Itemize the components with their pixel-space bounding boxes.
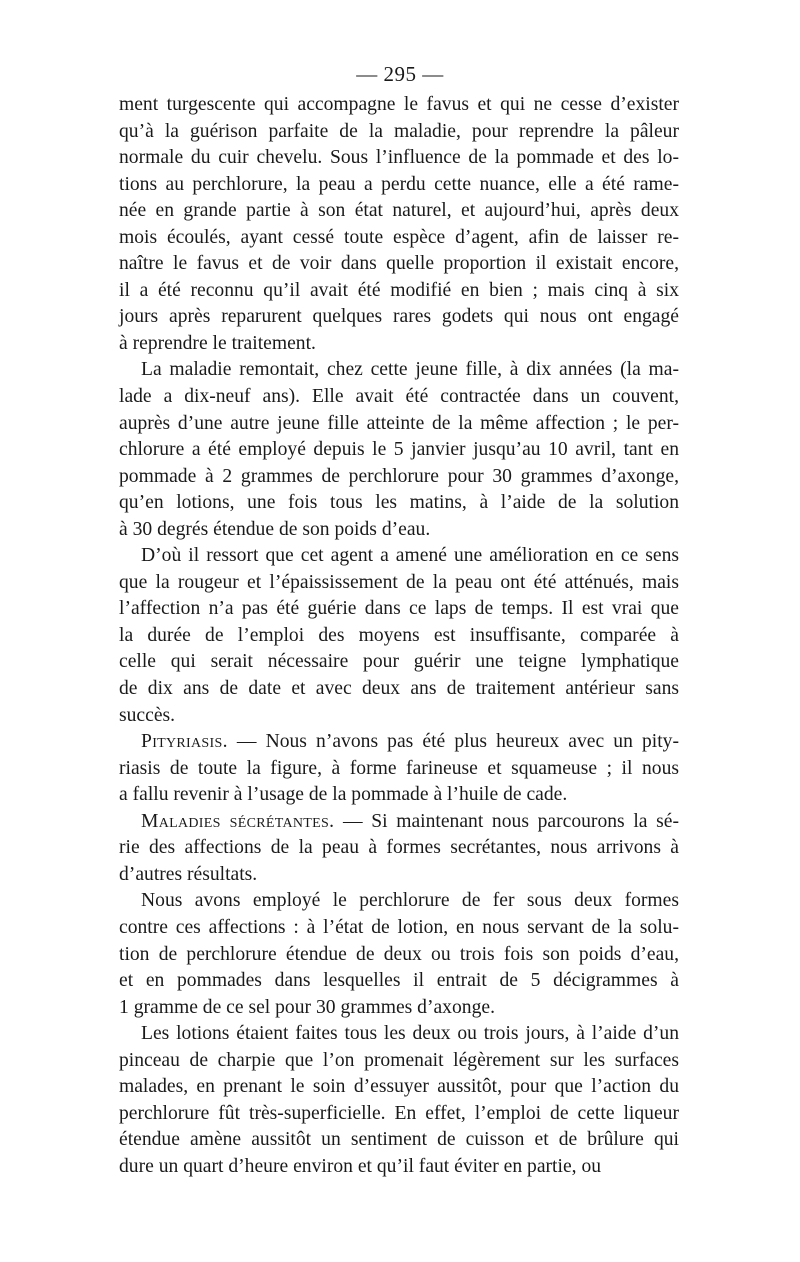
text-line: celle qui serait nécessaire pour guérir une teigne lymphatique bbox=[119, 651, 679, 673]
text-line: il a été reconnu qu’il avait été modifié en bien ; mais cinq à six bbox=[119, 279, 679, 301]
text-line: rie des affections de la peau à formes secrétantes, nous arrivons à bbox=[119, 837, 679, 859]
text-line: lade a dix-neuf ans). Elle avait été contractée dans un couvent, bbox=[119, 386, 679, 408]
heading-continuation: — Nous n’avons pas été plus heureux avec un pity- bbox=[227, 731, 679, 753]
text-line: pinceau de charpie que l’on promenait légèrement sur les surfaces bbox=[119, 1049, 679, 1071]
text-line: tions au perchlorure, la peau a perdu cette nuance, elle a été rame- bbox=[119, 173, 679, 195]
text-line: naître le favus et de voir dans quelle proportion il existait encore, bbox=[119, 253, 679, 275]
paragraph bbox=[119, 888, 679, 1021]
text-line: a fallu revenir à l’usage de la pommade à l’huile de cade. bbox=[119, 784, 568, 806]
heading-continuation: — Si maintenant nous parcourons la sé- bbox=[334, 810, 679, 832]
text-line: à 30 degrés étendue de son poids d’eau. bbox=[119, 518, 431, 540]
text-line: D’où il ressort que cet agent a amené une amélioration en ce sens bbox=[141, 545, 679, 567]
text-line: chlorure a été employé depuis le 5 janvier jusqu’au 10 avril, tant en bbox=[119, 439, 679, 461]
text-line: jours après reparurent quelques rares godets qui nous ont engagé bbox=[119, 306, 679, 328]
text-line: de dix ans de date et avec deux ans de traitement antérieur sans bbox=[119, 678, 679, 700]
text-line: qu’à la guérison parfaite de la maladie, pour reprendre la pâleur bbox=[119, 120, 679, 142]
text-line bbox=[119, 729, 679, 756]
text-line: la durée de l’emploi des moyens est insuffisante, comparée à bbox=[119, 624, 679, 646]
text-line: Les lotions étaient faites tous les deux ou trois jours, à l’aide d’un bbox=[141, 1023, 679, 1045]
body-text bbox=[119, 92, 679, 1180]
paragraph bbox=[119, 1021, 679, 1180]
text-line: ment turgescente qui accompagne le favus et qui ne cesse d’exister bbox=[119, 94, 679, 115]
paragraph bbox=[119, 92, 679, 357]
section-heading: Pityriasis. bbox=[141, 731, 228, 753]
text-line: riasis de toute la figure, à forme farineuse et squameuse ; il nous bbox=[119, 757, 679, 779]
page-number: — 295 — bbox=[356, 62, 444, 86]
text-line: Nous avons employé le perchlorure de fer sous deux formes bbox=[141, 890, 679, 912]
text-line: tion de perchlorure étendue de deux ou trois fois son poids d’eau, bbox=[119, 943, 679, 965]
paragraph bbox=[119, 809, 679, 889]
text-line: née en grande partie à son état naturel, et aujourd’hui, après deux bbox=[119, 200, 679, 222]
text-line: mois écoulés, ayant cessé toute espèce d’agent, afin de laisser re- bbox=[119, 226, 679, 248]
text-line bbox=[119, 809, 679, 836]
paragraph bbox=[119, 729, 679, 809]
text-line: à reprendre le traitement. bbox=[119, 332, 316, 354]
text-line: normale du cuir chevelu. Sous l’influence de la pommade et des lo- bbox=[119, 147, 679, 169]
text-line: La maladie remontait, chez cette jeune fille, à dix années (la ma- bbox=[141, 359, 679, 381]
text-line: que la rougeur et l’épaississement de la peau ont été atténués, mais bbox=[119, 571, 679, 593]
text-line: contre ces affections : à l’état de lotion, en nous servant de la solu- bbox=[119, 916, 679, 938]
text-line: succès. bbox=[119, 704, 176, 726]
paragraph bbox=[119, 357, 679, 543]
text-line: qu’en lotions, une fois tous les matins, à l’aide de la solution bbox=[119, 492, 679, 514]
text-line: dure un quart d’heure environ et qu’il faut éviter en partie, ou bbox=[119, 1155, 602, 1177]
text-line: auprès d’une autre jeune fille atteinte de la même affection ; le per- bbox=[119, 412, 679, 434]
text-line: étendue amène aussitôt un sentiment de cuisson et de brûlure qui bbox=[119, 1129, 679, 1151]
text-line: et en pommades dans lesquelles il entrait de 5 décigrammes à bbox=[119, 970, 679, 992]
text-line: malades, en prenant le soin d’essuyer aussitôt, pour que l’action du bbox=[119, 1076, 679, 1098]
text-line: perchlorure fût très-superficielle. En effet, l’emploi de cette liqueur bbox=[119, 1102, 679, 1124]
section-heading: Maladies sécrétantes. bbox=[141, 810, 335, 832]
text-line: 1 gramme de ce sel pour 30 grammes d’axonge. bbox=[119, 996, 495, 1018]
paragraph bbox=[119, 543, 679, 729]
text-line: d’autres résultats. bbox=[119, 863, 258, 885]
text-line: l’affection n’a pas été guérie dans ce laps de temps. Il est vrai que bbox=[119, 598, 679, 620]
text-line: pommade à 2 grammes de perchlorure pour 30 grammes d’axonge, bbox=[119, 465, 679, 487]
